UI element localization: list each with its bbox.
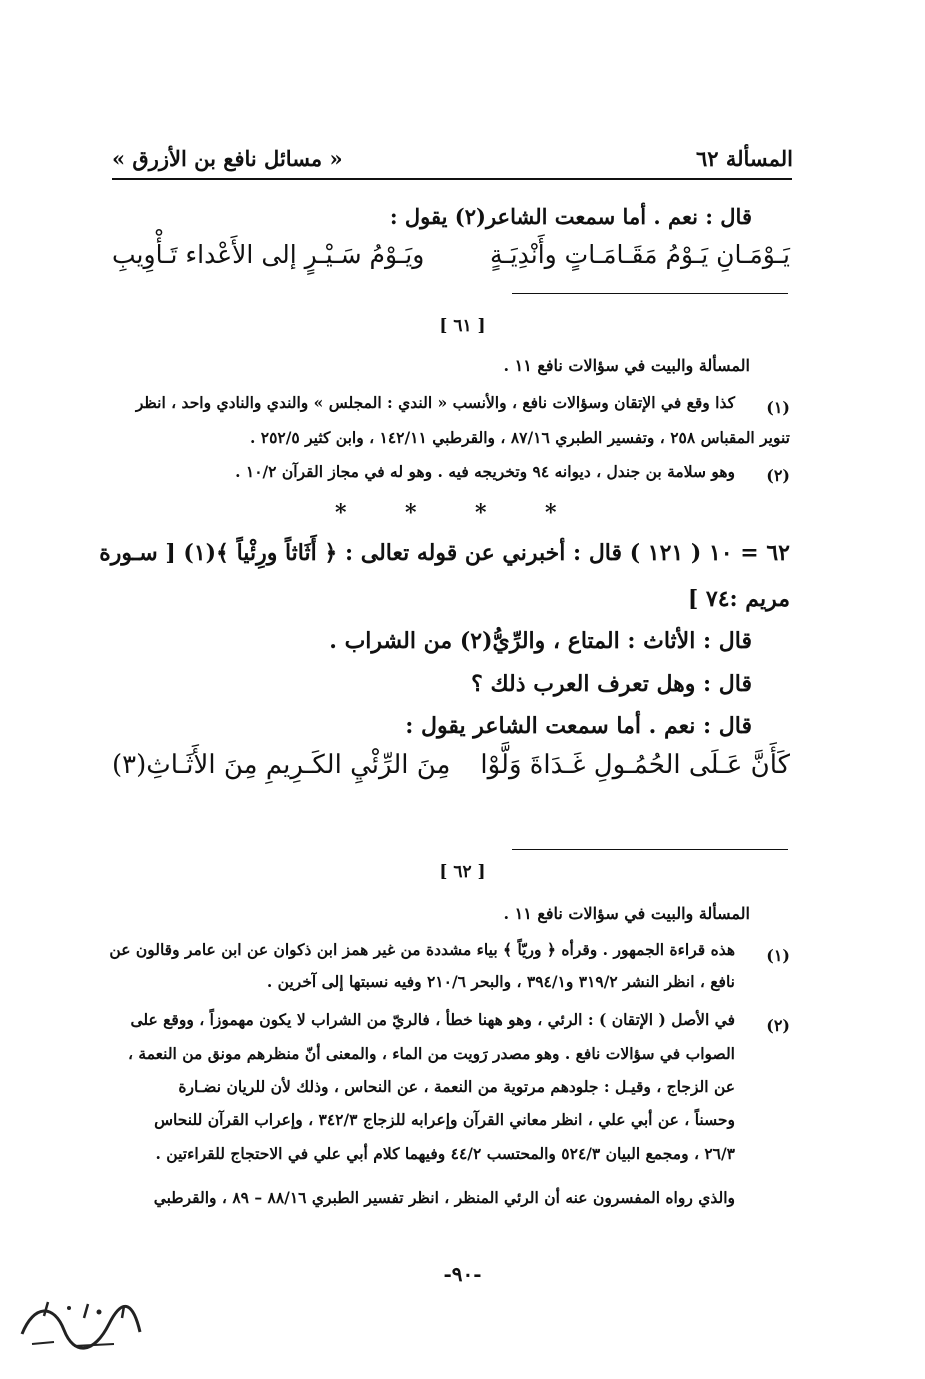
footnote-text: كذا وقع في الإتقان وسؤالات نافع ، والأنسب « الندي : المجلس » والندي والنادي واحد ، انظر	[135, 393, 735, 412]
reference-marker: [ ٦٢ ]	[439, 862, 486, 882]
question-line: ٦٢ = ١٠ ( ١٢١ ) قال : أخبرني عن قوله تعالى : ﴿ أَثَاثاً ورِئْياً ﴾(١) [ سـورة	[99, 540, 790, 566]
footnote-text: والذي رواه المفسرون عنه أن الرئي المنظر ، انظر تفسير الطبري ٨٨/١٦ – ٨٩ ، والقرطبي	[153, 1188, 735, 1207]
answer-line: قال : نعم . أما سمعت الشاعر(٢) يقول :	[389, 204, 752, 229]
footnote-number: (٢)	[766, 1016, 790, 1035]
footnote-text: في الأصل ( الإتقان ) : الرئي ، وهو ههنا خطأ ، فالريّ من الشراب لا يكون مهموزاً ، ووقع على	[130, 1010, 735, 1029]
footnote-intro: المسألة والبيت في سؤالات نافع ١١ .	[503, 904, 750, 923]
answer-line: قال : الأثاث : المتاع ، والرِّيُّ(٢) من الشراب .	[329, 628, 752, 654]
verse-second-hemistich: ويَـوْمُ سَـيْـرٍ إلى الأَعْداء تَـأْوِيبِ	[112, 240, 425, 269]
footnote-text: الصواب في سؤالات نافع . وهو مصدر رَويت من الماء ، والمعنى أنّ منظرهم مونق من النعمة ،	[128, 1044, 735, 1063]
footnote-separator	[512, 293, 788, 294]
footnote-text: هذه قراءة الجمهور . وقرأه ﴿ وريّاً ﴾ بياء مشددة من غير همز ابن ذكوان عن ابن عامر وقالون عن	[109, 940, 735, 959]
reference-marker: [ ٦١ ]	[439, 316, 486, 336]
answer-line: قال : نعم . أما سمعت الشاعر يقول :	[405, 713, 752, 739]
verse-second-hemistich: مِنَ الرِّئْيِ الكَـرِيمِ مِنَ الأَثَـاثِ(٣)	[112, 750, 451, 780]
footnote-text: عن الزجاج ، وقيـل : جلودهم مرتوية من النعمة ، عن النحاس ، وذلك لأن للريان نضـارة	[178, 1077, 735, 1096]
divider-star: *	[475, 500, 487, 526]
footnote-text: ٢٦/٣ ، ومجمع البيان ٥٢٤/٣ والمحتسب ٤٤/٢ وفيهما كلام أبي علي في الاحتجاج للقراءتين .	[155, 1144, 735, 1163]
answer-line: قال : وهل تعرف العرب ذلك ؟	[471, 671, 752, 697]
footnote-number: (١)	[766, 946, 790, 965]
page-number: -٩٠-	[443, 1262, 482, 1286]
section-title: المسألة ٦٢	[695, 146, 793, 171]
footnote-text: تنوير المقباس ٢٥٨ ، وتفسير الطبري ٨٧/١٦ ، والقرطبي ١٤٢/١١ ، وابن كثير ٢٥٢/٥ .	[249, 428, 790, 447]
divider-star: *	[405, 500, 417, 526]
footnote-number: (٢)	[766, 466, 790, 485]
footnote-text: وهو سلامة بن جندل ، ديوانه ٩٤ وتخريجه فيه . وهو له في مجاز القرآن ١٠/٢ .	[235, 462, 735, 481]
divider-star: *	[335, 500, 347, 526]
footnote-intro: المسألة والبيت في سؤالات نافع ١١ .	[503, 356, 750, 375]
footnote-number: (١)	[766, 398, 790, 417]
publisher-logo	[14, 1294, 144, 1356]
verse-first-hemistich: كَأَنَّ عَـلَى الحُمُـولِ غَـدَاةَ وَلَّوْا	[480, 750, 790, 780]
running-title: « مسائل نافع بن الأزرق »	[112, 146, 343, 171]
question-line: مريم :٧٤ ]	[687, 586, 790, 612]
footnote-text: نافع ، انظر النشر ٣١٩/٢ و٣٩٤/١ ، والبحر ٢١٠/٦ وفيه نسبتها إلى آخرين .	[266, 972, 735, 991]
verse-first-hemistich: يَـوْمَـانِ يَـوْمُ مَقَـامَـاتٍ وأَنْدِيَـةٍ	[489, 240, 790, 269]
footnote-separator	[512, 849, 788, 850]
header-rule	[112, 178, 792, 180]
footnote-text: وحسناً ، عن أبي علي ، انظر معاني القرآن وإعرابه للزجاج ٣٤٢/٣ ، وإعراب القرآن للنحاس	[154, 1110, 735, 1129]
divider-star: *	[545, 500, 557, 526]
